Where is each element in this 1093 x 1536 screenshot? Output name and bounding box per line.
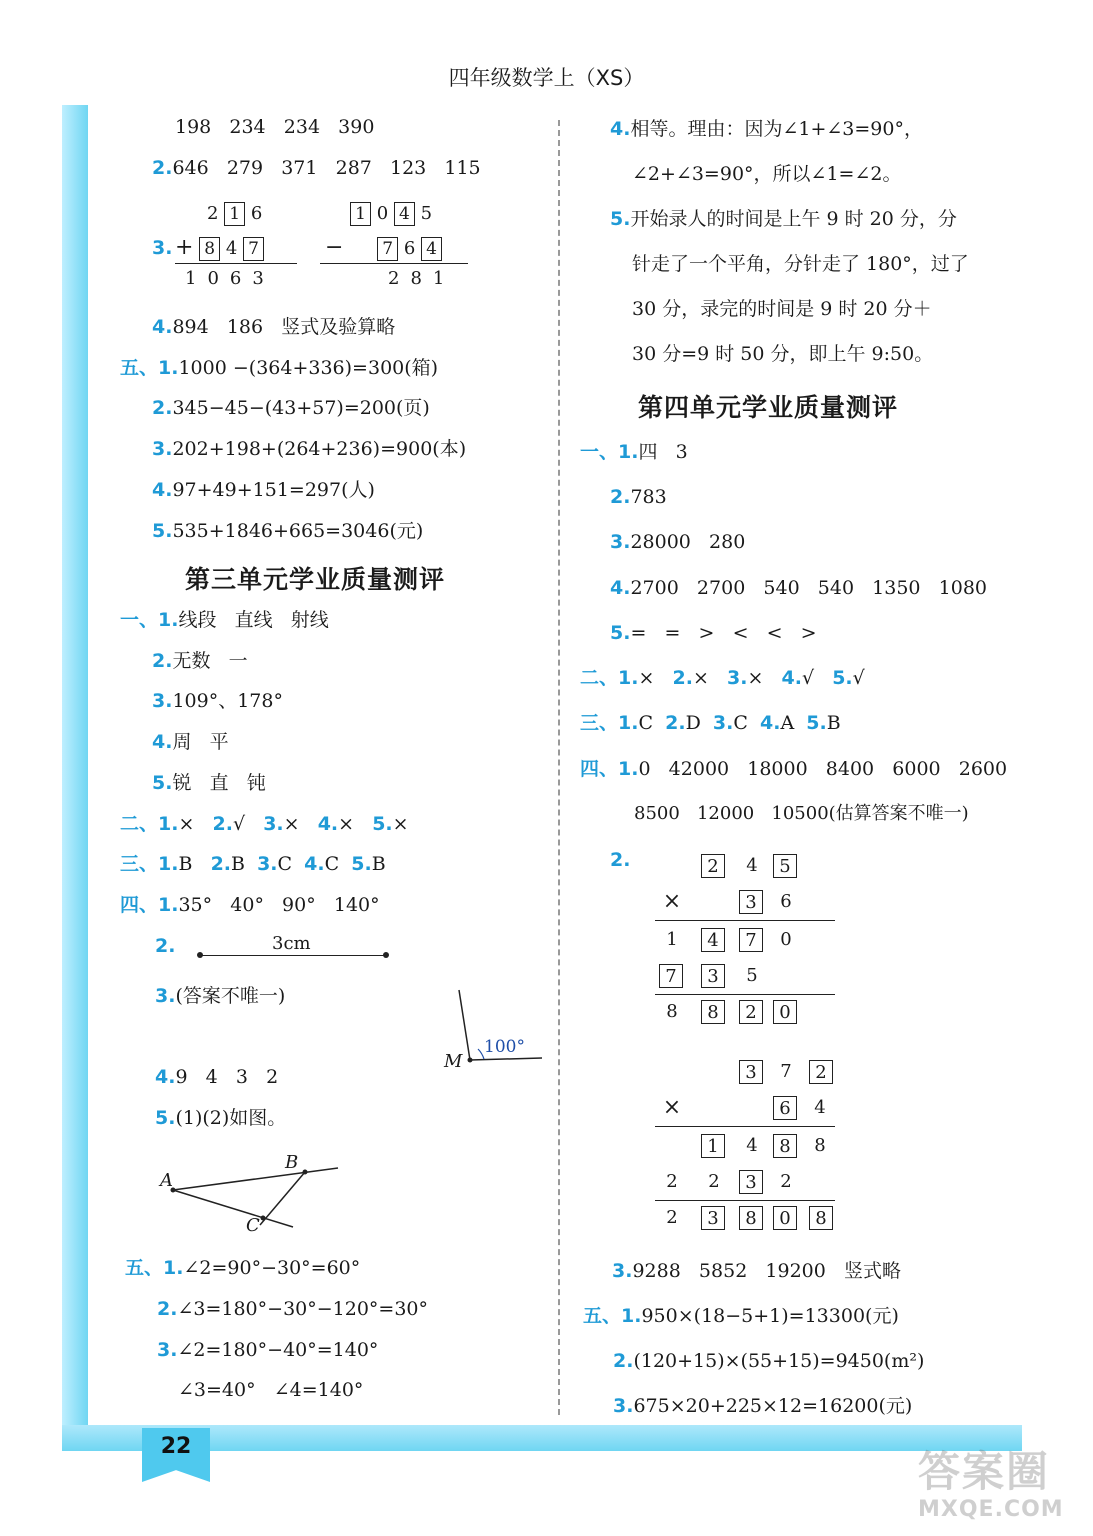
digit: 4 [746, 855, 758, 876]
add-row-mid: + 8 4 7 [175, 235, 264, 261]
digit: 0 [780, 929, 792, 950]
section-title: 第四单元学业质量测评 [638, 393, 899, 422]
answer-line: 4.相等。理由：因为∠1+∠3=90°， [610, 118, 923, 140]
vertical-addition [175, 200, 305, 295]
watermark-text: MXQE.COM [918, 1497, 1064, 1522]
answer-text: 646 279 371 287 123 115 [172, 157, 481, 179]
boxed-digit: 5 [773, 854, 797, 878]
answer-line: 2.345−45−(43+57)=200(页) [152, 397, 430, 419]
answer-line: 4.2700 2700 540 540 1350 1080 [610, 577, 987, 599]
answer-line: 8500 12000 10500(估算答案不唯一) [634, 803, 969, 824]
digit: 4 [746, 1135, 758, 1156]
digit: 6 [780, 891, 792, 912]
answer-line: 2.∠3=180°−30°−120°=30° [157, 1298, 429, 1320]
page-title: 四年级数学上（XS） [448, 66, 645, 90]
vertical-multiplication [655, 852, 840, 1032]
digit: 8 [666, 1001, 678, 1022]
digit: 7 [780, 1061, 792, 1082]
vertical-subtraction [320, 200, 470, 295]
boxed-digit: 3 [701, 964, 725, 988]
item-number: 3. [152, 237, 173, 259]
answer-line: 30 分，录完的时间是 9 时 20 分＋ [632, 298, 932, 320]
answer-line: 二、1.× 2.× 3.× 4.√ 5.√ [580, 667, 865, 689]
boxed-digit: 2 [739, 1000, 763, 1024]
add-row-top: 2 1 6 [207, 203, 263, 224]
answer-line: 3.202+198+(264+236)=900(本) [152, 438, 467, 460]
answer-line: 四、1.0 42000 18000 8400 6000 2600 [580, 758, 1008, 780]
answer-line: 一、1.四 3 [580, 441, 688, 463]
digit: 5 [746, 965, 758, 986]
answer-line: 2. [155, 935, 176, 957]
watermark-text: 答案圈 [918, 1447, 1051, 1496]
answer-line: 五、1.1000 −(364+336)=300(箱) [120, 357, 439, 379]
boxed-digit: 7 [739, 928, 763, 952]
answer-line: 5.(1)(2)如图。 [155, 1107, 287, 1129]
boxed-digit: 3 [739, 890, 763, 914]
center-divider [558, 120, 560, 1415]
boxed-digit: 4 [701, 928, 725, 952]
digit: 8 [814, 1135, 826, 1156]
boxed-digit: 1 [701, 1134, 725, 1158]
digit: 2 [666, 1207, 678, 1228]
add-row-result: 1063 [185, 268, 275, 289]
point-label: C [246, 1215, 260, 1236]
boxed-digit: 2 [809, 1060, 833, 1084]
item-number: 2. [152, 157, 173, 179]
sub-row-result: 281 [388, 268, 456, 289]
digit: 4 [814, 1097, 826, 1118]
answer-line: ∠2+∠3=90°，所以∠1=∠2。 [632, 163, 902, 185]
page-number: 22 [160, 1434, 192, 1459]
sub-row-mid: − 7 6 4 [325, 235, 442, 261]
answer-line: 4.9 4 3 2 [155, 1066, 279, 1088]
answer-line: 2.(120+15)×(55+15)=9450(m²) [613, 1350, 925, 1372]
boxed-digit: 7 [659, 964, 683, 988]
answer-line: 五、1.∠2=90°−30°=60° [125, 1257, 361, 1279]
boxed-digit: 8 [809, 1206, 833, 1230]
answer-line: 5.535+1846+665=3046(元) [152, 520, 424, 542]
digit: 2 [666, 1171, 678, 1192]
digit: 1 [666, 929, 678, 950]
section-title: 第三单元学业质量测评 [185, 565, 446, 594]
boxed-digit: 8 [701, 1000, 725, 1024]
answer-line: 5.开始录人的时间是上午 9 时 20 分，分 [610, 208, 957, 230]
point-label: B [285, 1152, 299, 1173]
digit: 2 [708, 1171, 720, 1192]
segment-label: 3cm [272, 933, 311, 954]
answer-line: ∠3=40° ∠4=140° [178, 1379, 364, 1401]
answer-line: 4.周 平 [152, 731, 229, 753]
answer-line: 3.28000 280 [610, 531, 746, 553]
segment-figure [200, 933, 390, 963]
answer-line: 198 234 234 390 [175, 116, 375, 138]
boxed-digit: 3 [739, 1170, 763, 1194]
boxed-digit: 0 [773, 1206, 797, 1230]
angle-label: 100° [484, 1037, 525, 1057]
answer-line: 四、1.35° 40° 90° 140° [120, 894, 380, 916]
answer-line: 五、1.950×(18−5+1)=13300(元) [583, 1305, 899, 1327]
boxed-digit: 3 [701, 1206, 725, 1230]
answer-line: 三、1.B 2.B 3.C 4.C 5.B [120, 853, 386, 875]
answer-line: 2.783 [610, 486, 667, 508]
answer-line [152, 156, 481, 180]
answer-line: 三、1.C 2.D 3.C 4.A 5.B [580, 712, 841, 734]
answer-line: 5.= = > < < > [610, 622, 817, 644]
answer-line: 一、1.线段 直线 射线 [120, 609, 329, 631]
vertical-multiplication [655, 1058, 840, 1238]
digit: 2 [780, 1171, 792, 1192]
boxed-digit: 8 [773, 1134, 797, 1158]
boxed-digit: 0 [773, 1000, 797, 1024]
boxed-digit: 8 [739, 1206, 763, 1230]
answer-line: 2.无数 一 [152, 650, 248, 672]
answer-line: 4.97+49+151=297(人) [152, 479, 375, 501]
answer-line: 2. [610, 849, 631, 871]
answer-line: 3.9288 5852 19200 竖式略 [612, 1260, 901, 1282]
multiply-sign: × [662, 889, 682, 914]
answer-line: 二、1.× 2.√ 3.× 4.× 5.× [120, 813, 409, 835]
answer-line: 5.锐 直 钝 [152, 772, 266, 794]
boxed-digit: 2 [701, 854, 725, 878]
answer-line: 30 分=9 时 50 分，即上午 9:50。 [632, 343, 934, 365]
watermark [918, 1448, 1088, 1533]
left-frame-bar [62, 105, 88, 1450]
answer-line: 4.894 186 竖式及验算略 [152, 316, 396, 338]
answer-line: 3.(答案不唯一) [155, 985, 286, 1007]
boxed-digit: 3 [739, 1060, 763, 1084]
answer-line: 3.675×20+225×12=16200(元) [613, 1395, 913, 1417]
answer-line: 3.∠2=180°−40°=140° [157, 1339, 379, 1361]
sub-row-top: 1 0 4 5 [350, 202, 432, 226]
boxed-digit: 6 [773, 1096, 797, 1120]
answer-line: 针走了一个平角，分针走了 180°，过了 [632, 253, 969, 275]
answer-line: 3.109°、178° [152, 690, 283, 712]
multiply-sign: × [662, 1095, 682, 1120]
point-label: M [444, 1051, 463, 1072]
point-label: A [160, 1170, 173, 1191]
